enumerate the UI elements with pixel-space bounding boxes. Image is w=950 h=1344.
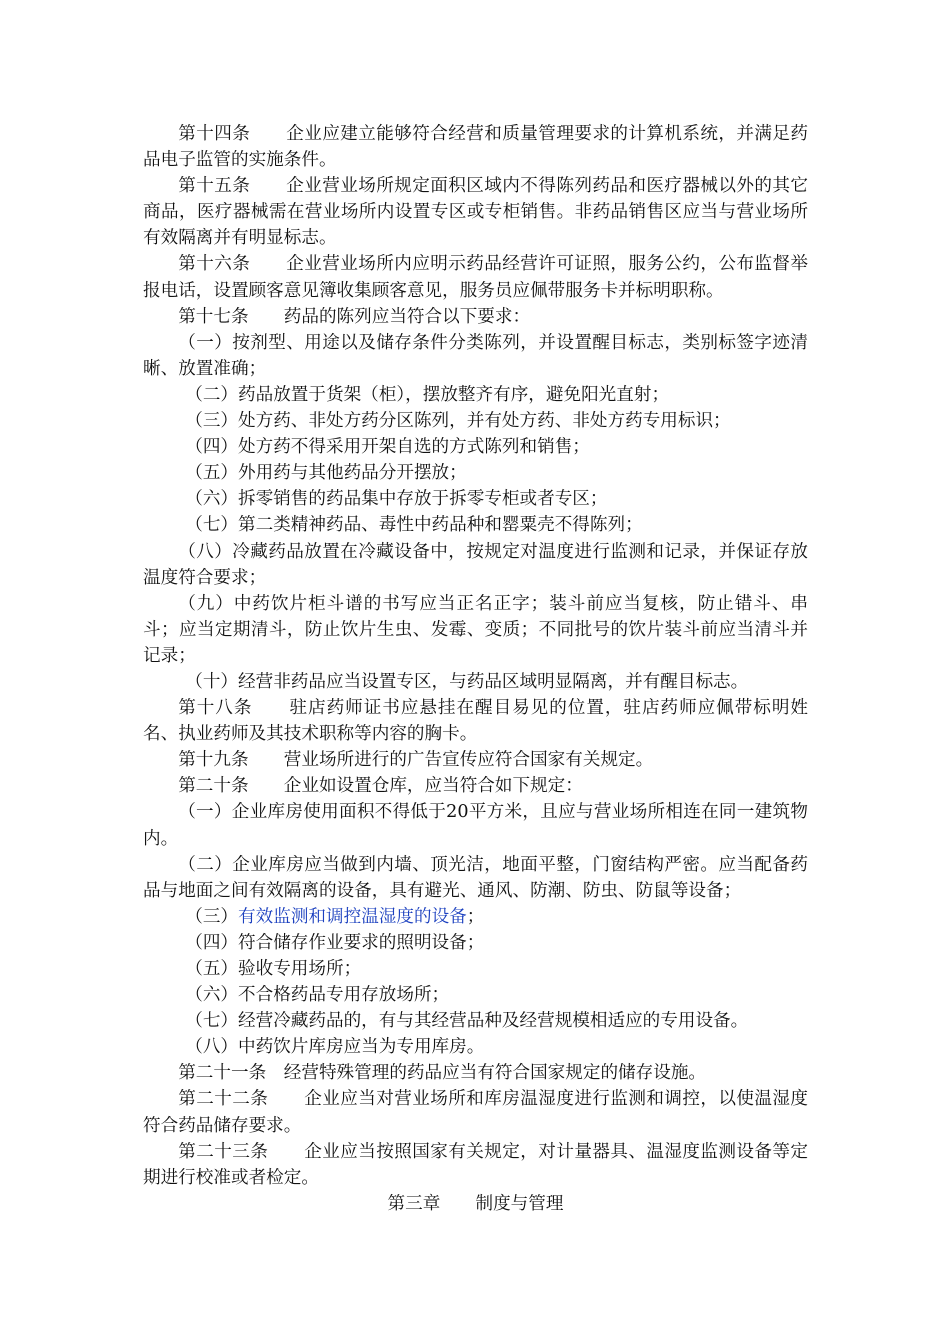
article-20-item-5: （五）验收专用场所； <box>185 959 362 979</box>
article-18: 第十八条 驻店药师证书应悬挂在醒目易见的位置，驻店药师应佩带标明姓名、执业药师及其技术职称等内容的胸卡。 <box>143 698 808 745</box>
article-20-item-2: （二）企业库房应当做到内墙、顶光洁，地面平整，门窗结构严密。应当配备药品与地面之间有效隔离的设备，具有避光、通风、防潮、防虫、防鼠等设备； <box>143 854 808 901</box>
item-3-suffix: ； <box>466 906 485 927</box>
chapter-3-heading: 第三章 制度与管理 <box>387 1193 564 1214</box>
article-23: 第二十三条 企业应当按照国家有关规定，对计量器具、温湿度监测设备等定期进行校准或者检定。 <box>143 1141 808 1188</box>
article-17-item-8: （八）冷藏药品放置在冷藏设备中，按规定对温度进行监测和记录，并保证存放温度符合要求； <box>143 541 808 588</box>
article-21: 第二十一条 经营特殊管理的药品应当有符合国家规定的储存设施。 <box>178 1063 707 1084</box>
article-22: 第二十二条 企业应当对营业场所和库房温湿度进行监测和调控，以使温湿度符合药品储存要求。 <box>143 1089 808 1136</box>
article-17-item-10: （十）经营非药品应当设置专区，与药品区域明显隔离，并有醒目标志。 <box>185 671 749 692</box>
article-20-item-3 <box>143 904 808 930</box>
article-17-item-7: （七）第二类精神药品、毒性中药品种和罂粟壳不得陈列； <box>185 515 643 536</box>
article-17-item-9: （九）中药饮片柜斗谱的书写应当正名正字；装斗前应当复核，防止错斗、串斗；应当定期清斗，防止饮片生虫、发霉、变质；不同批号的饮片装斗前应当清斗并记录； <box>143 593 808 666</box>
article-17-item-5: （五）外用药与其他药品分开摆放； <box>185 463 467 484</box>
article-17-item-6: （六）拆零销售的药品集中存放于拆零专柜或者专区； <box>185 489 608 510</box>
article-17-item-3: （三）处方药、非处方药分区陈列，并有处方药、非处方药专用标识； <box>185 411 731 432</box>
article-17-item-2: （二）药品放置于货架（柜），摆放整齐有序，避免阳光直射； <box>185 384 670 405</box>
article-16: 第十六条 企业营业场所内应明示药品经营许可证照，服务公约，公布监督举报电话，设置顾客意见簿收集顾客意见，服务员应佩带服务卡并标明职称。 <box>143 254 808 301</box>
item-3-prefix: （三） <box>185 906 239 927</box>
article-14: 第十四条 企业应建立能够符合经营和质量管理要求的计算机系统，并满足药品电子监管的实施条件。 <box>143 124 808 171</box>
article-20-item-8: （八）中药饮片库房应当为专用库房。 <box>185 1037 485 1058</box>
document-body <box>143 121 808 1217</box>
article-20-item-6: （六）不合格药品专用存放场所； <box>185 985 450 1006</box>
article-15: 第十五条 企业营业场所规定面积区域内不得陈列药品和医疗器械以外的其它商品，医疗器械需在营业场所内设置专区或专柜销售。非药品销售区应当与营业场所有效隔离并有明显标志。 <box>143 176 808 249</box>
article-17: 第十七条 药品的陈列应当符合以下要求： <box>178 306 531 327</box>
humidity-equipment-link[interactable]: 有效监测和调控温湿度的设备 <box>238 906 467 927</box>
article-20: 第二十条 企业如设置仓库，应当符合如下规定： <box>178 776 583 797</box>
article-19: 第十九条 营业场所进行的广告宣传应符合国家有关规定。 <box>178 750 654 771</box>
article-17-item-1: （一）按剂型、用途以及储存条件分类陈列，并设置醒目标志，类别标签字迹清晰、放置准确； <box>143 332 808 379</box>
article-17-item-4: （四）处方药不得采用开架自选的方式陈列和销售； <box>185 437 590 458</box>
article-20-item-1: （一）企业库房使用面积不得低于20平方米，且应与营业场所相连在同一建筑物内。 <box>143 802 808 849</box>
article-20-item-4: （四）符合储存作业要求的照明设备； <box>185 932 485 953</box>
article-20-item-7: （七）经营冷藏药品的，有与其经营品种及经营规模相适应的专用设备。 <box>185 1011 749 1032</box>
